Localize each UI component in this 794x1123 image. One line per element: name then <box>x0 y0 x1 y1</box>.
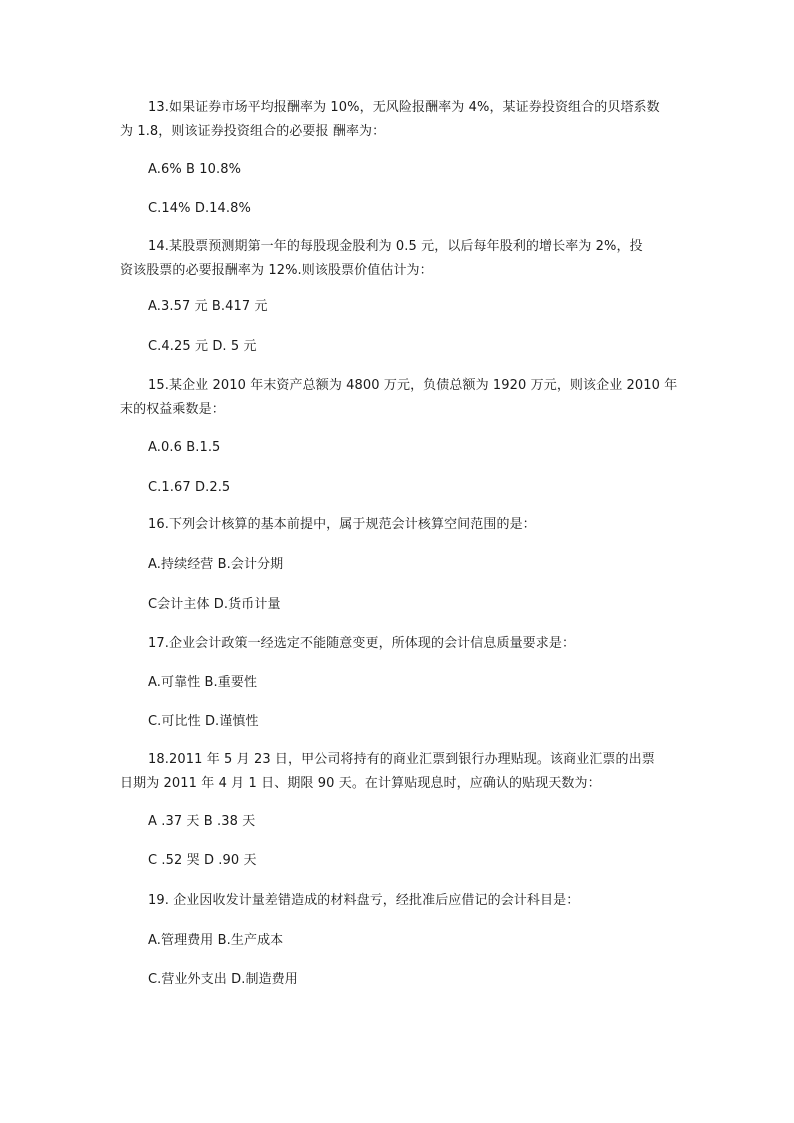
options-line: A.3.57 元 B.417 元 <box>148 299 268 314</box>
options-line: A.持续经营 B.会计分期 <box>148 557 284 572</box>
options-line: C.14% D.14.8% <box>148 201 251 216</box>
question-15 <box>120 374 680 422</box>
options-line: C.可比性 D.谨慎性 <box>148 714 259 729</box>
question-text-line: 日期为 2011 年 4 月 1 日、期限 90 天。在计算贴现息时，应确认的贴现天数为： <box>120 776 601 791</box>
question-16 <box>120 513 680 537</box>
question-text-line: 13.如果证券市场平均报酬率为 10%，无风险报酬率为 4%，某证券投资组合的贝塔系数 <box>148 100 660 115</box>
question-text-line: 19. 企业因收发计量差错造成的材料盘亏，经批准后应借记的会计科目是： <box>148 893 580 908</box>
options-line: A.可靠性 B.重要性 <box>148 675 258 690</box>
options-line: A .37 天 B .38 天 <box>148 814 256 829</box>
question-text-line: 15.某企业 2010 年末资产总额为 4800 万元，负债总额为 1920 万元，则该企业 2010 年 <box>148 378 678 393</box>
options-line: C会计主体 D.货币计量 <box>148 597 281 612</box>
question-text-line: 16.下列会计核算的基本前提中，属于规范会计核算空间范围的是： <box>148 517 536 532</box>
question-text-line: 18.2011 年 5 月 23 日，甲公司将持有的商业汇票到银行办理贴现。该商业汇票的出票 <box>148 752 655 767</box>
question-text-line: 14.某股票预测期第一年的每股现金股利为 0.5 元，以后每年股利的增长率为 2%，投 <box>148 239 643 254</box>
options-line: A.管理费用 B.生产成本 <box>148 933 284 948</box>
question-text-line: 末的权益乘数是： <box>120 402 225 417</box>
question-18 <box>120 748 680 796</box>
question-text-line: 资该股票的必要报酬率为 12%.则该股票价值估计为： <box>120 263 433 278</box>
question-text-line: 17.企业会计政策一经选定不能随意变更，所体现的会计信息质量要求是： <box>148 636 576 651</box>
options-line: C.1.67 D.2.5 <box>148 480 231 495</box>
question-text-line: 为 1.8，则该证券投资组合的必要报 酬率为： <box>120 124 386 139</box>
options-line: A.0.6 B.1.5 <box>148 440 221 455</box>
question-19 <box>120 889 680 913</box>
options-line: C.4.25 元 D. 5 元 <box>148 339 257 354</box>
options-line: A.6% B 10.8% <box>148 162 242 177</box>
question-17 <box>120 632 680 656</box>
options-line: C .52 哭 D .90 天 <box>148 853 257 868</box>
question-14 <box>120 235 680 283</box>
question-13 <box>120 96 680 144</box>
options-line: C.营业外支出 D.制造费用 <box>148 972 298 987</box>
